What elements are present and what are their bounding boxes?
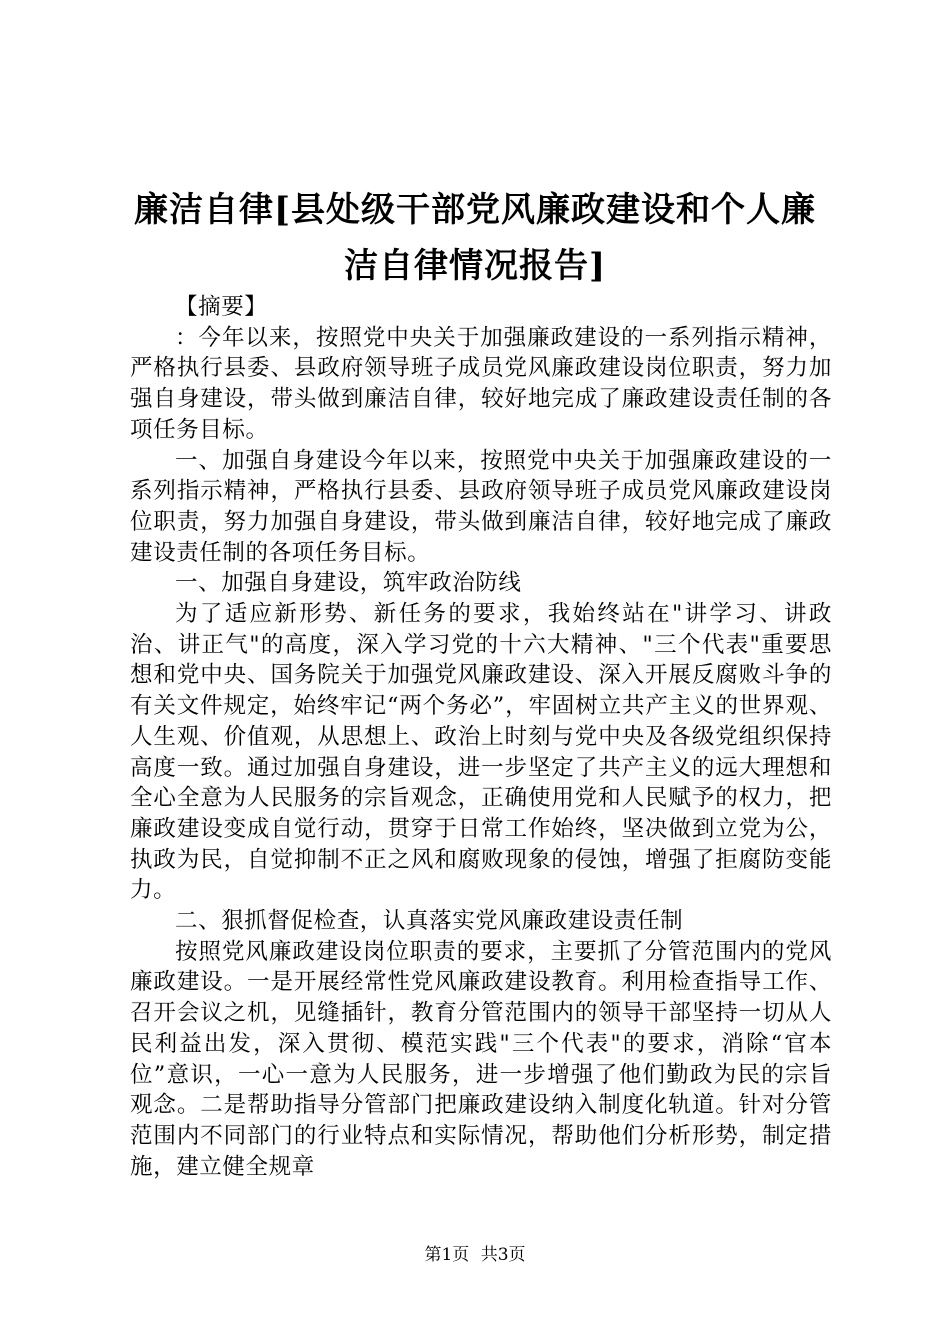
paragraph-1: 一、加强自身建设今年以来，按照党中央关于加强廉政建设的一系列指示精神，严格执行县委、县政府领导班子成员党风廉政建设岗位职责，努力加强自身建设，带头做到廉洁自律，较好地完成了廉政建设责任制的各项任务目标。 (130, 447, 832, 566)
section-heading-2: 二、狠抓督促检查，认真落实党风廉政建设责任制 (175, 908, 684, 935)
page-footer (0, 1244, 950, 1266)
document-title (118, 182, 832, 294)
page-total: 共3页 (480, 1245, 526, 1265)
abstract-label: 【摘要】 (175, 294, 268, 320)
document-body (130, 292, 832, 1182)
paragraph-3: 按照党风廉政建设岗位职责的要求，主要抓了分管范围内的党风廉政建设。一是开展经常性党风廉政建设教育。利用检查指导工作、召开会议之机，见缝插针，教育分管范围内的领导干部坚持一切从人民利益出发，深入贯彻、模范实践"三个代表"的要求，消除“官本位”意识，一心一意为人民服务，进一步增强了他们勤政为民的宗旨观念。二是帮助指导分管部门把廉政建设纳入制度化轨道。针对分管范围内不同部门的行业特点和实际情况，帮助他们分析形势，制定措施，建立健全规章 (130, 938, 832, 1180)
title-line-1: 廉洁自律[县处级干部党风廉政建设和个人廉 (133, 190, 817, 230)
paragraph-abstract: ：今年以来，按照党中央关于加强廉政建设的一系列指示精神，严格执行县委、县政府领导班子成员党风廉政建设岗位职责，努力加强自身建设，带头做到廉洁自律，较好地完成了廉政建设责任制的各项任务目标。 (130, 324, 832, 443)
section-heading-1: 一、加强自身建设，筑牢政治防线 (175, 570, 522, 597)
page-number: 第1页 (424, 1245, 470, 1265)
title-line-2: 洁自律情况报告] (343, 246, 607, 286)
paragraph-2: 为了适应新形势、新任务的要求，我始终站在"讲学习、讲政治、讲正气"的高度，深入学习党的十六大精神、"三个代表"重要思想和党中央、国务院关于加强党风廉政建设、深入开展反腐败斗争的有关文件规定，始终牢记“两个务必”，牢固树立共产主义的世界观、人生观、价值观，从思想上、政治上时刻与党中央及各级党组织保持高度一致。通过加强自身建设，进一步坚定了共产主义的远大理想和全心全意为人民服务的宗旨观念，正确使用党和人民赋予的权力，把廉政建设变成自觉行动，贯穿于日常工作始终，坚决做到立党为公，执政为民，自觉抑制不正之风和腐败现象的侵蚀，增强了拒腐防变能力。 (130, 601, 832, 904)
